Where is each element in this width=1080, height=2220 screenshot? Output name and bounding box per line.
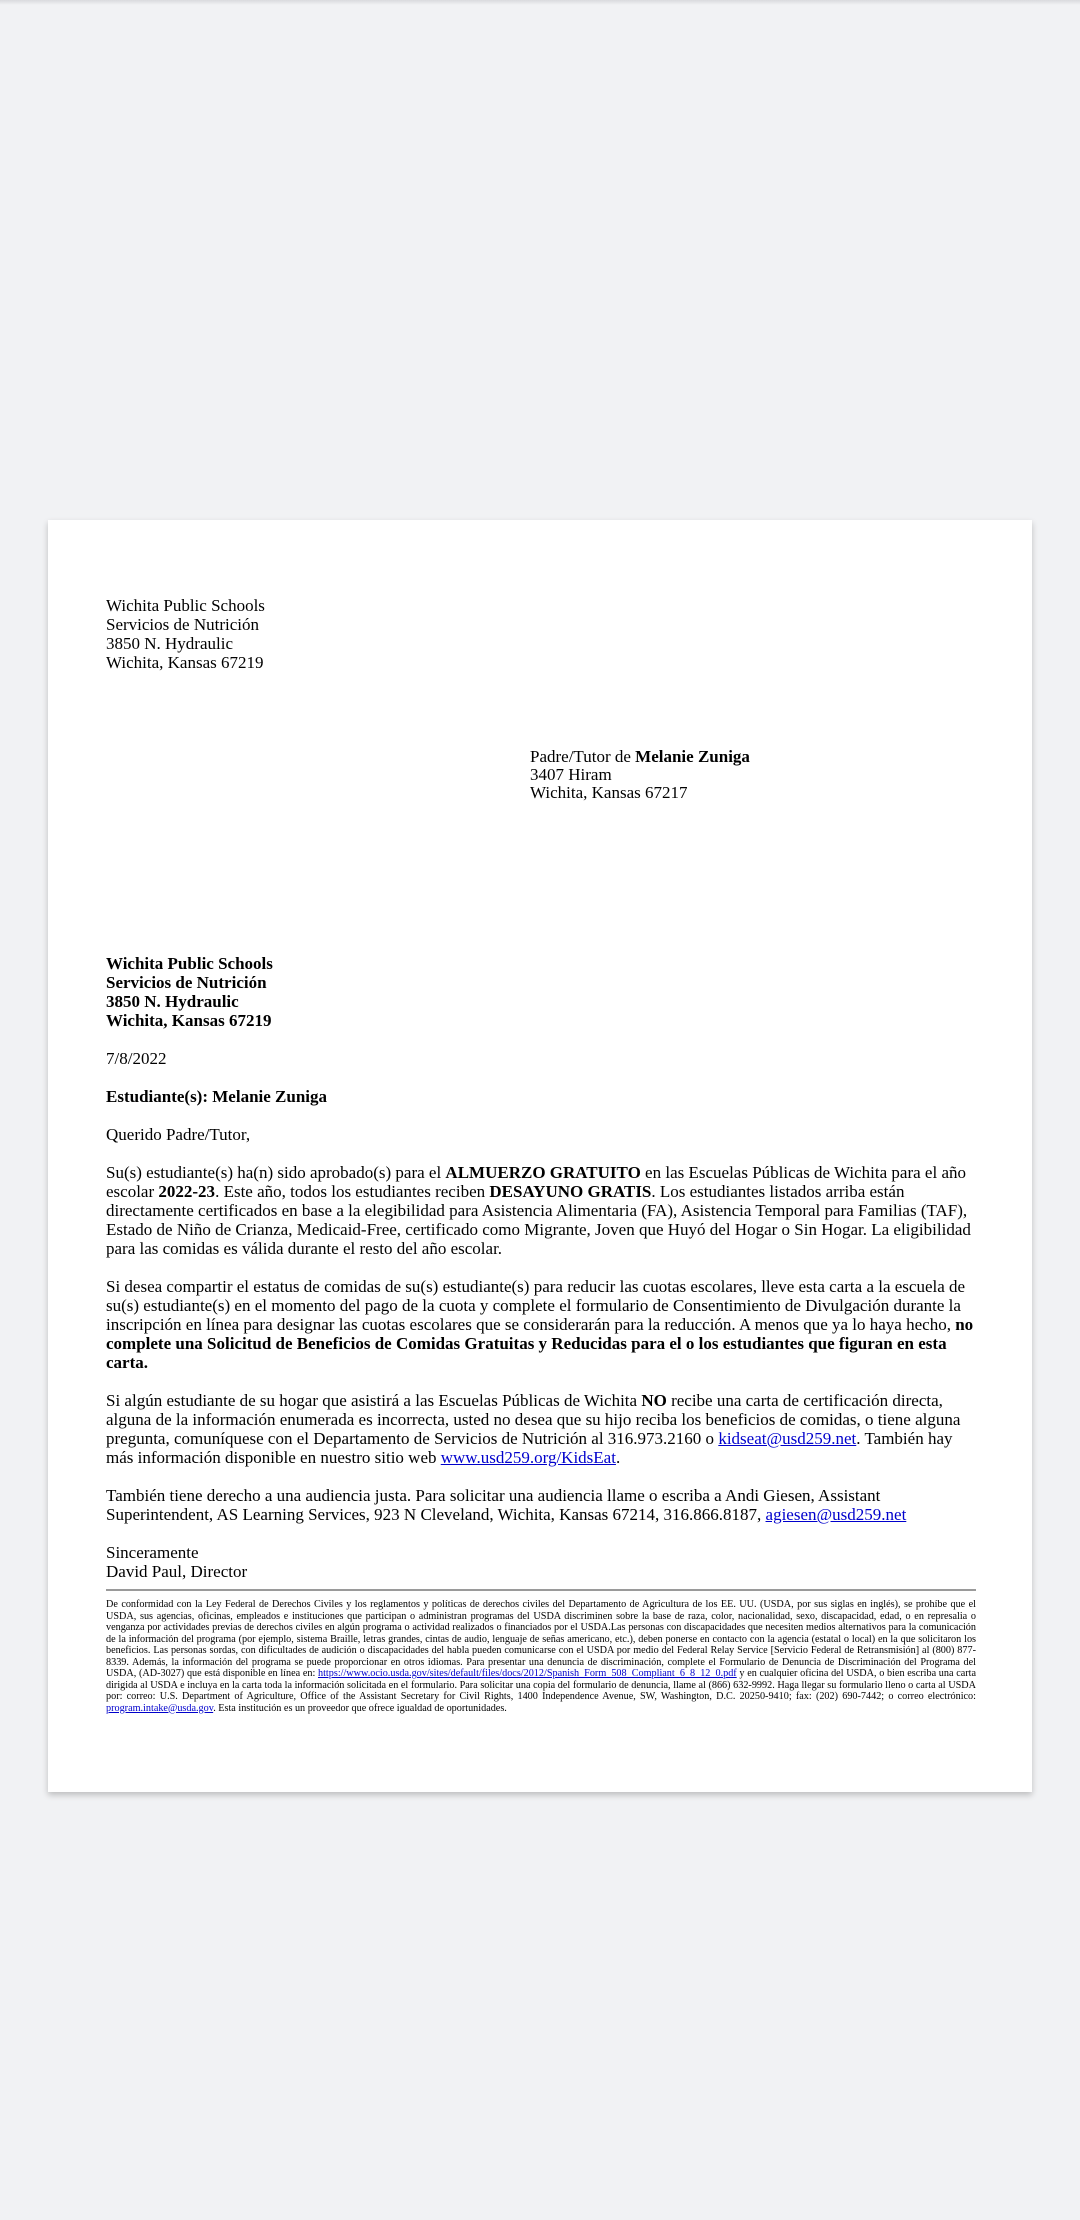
paragraph-fees: [106, 1277, 976, 1372]
header-address-line: 3850 N. Hydraulic: [106, 992, 239, 1011]
text-run: También tiene derecho a una audiencia justa. Para solicitar una audiencia llame o escriba a Andi Giesen, Assistant Superintendent, AS Learning Services, 923 N Cleveland, Wichita, Kansas 67214, 316.866.8187,: [106, 1486, 881, 1524]
sender-line: 3850 N. Hydraulic: [106, 634, 234, 653]
text-run: y en cualquier oficina del USDA, o bien escriba una carta dirigida al USDA e incluya en la carta toda la información solicitada en el formulario. Para solicitar una copia del formulario de denuncia, llame al (866) 632-9992. Haga llegar su formulario lleno o carta al USDA por: correo: U.S. Department of Agriculture, Office of the Assistant Secretary for Civil Rights, 1400 Independence Avenue, SW, Washington, D.C. 20250-9410; fax: (202) 690-7442; o correo electrónico:: [106, 1668, 976, 1702]
no-emphasis: NO: [641, 1391, 667, 1410]
text-run: .: [615, 1448, 621, 1467]
document-page: [48, 520, 1032, 1792]
viewer-top-shadow: [0, 0, 1080, 5]
student-label: Estudiante(s):: [106, 1087, 213, 1106]
text-run: . Los estudiantes listados arriba están directamente certificados en base a la elegibilidad para Asistencia Alimentaria (FA), Asistencia Temporal para Familias (TAF), Estado de Niño de Crianza, Medicaid-Free, certificado como Migrante, Joven que Huyó del Hogar o Sin Hogar. La eligibilidad para las comidas es válida durante el resto del año escolar.: [106, 1182, 971, 1258]
usda-email-link[interactable]: program.intake@usda.gov: [106, 1702, 214, 1714]
recipient-address: [530, 748, 750, 802]
greeting: Querido Padre/Tutor,: [106, 1125, 251, 1144]
signature-name: David Paul, Director: [106, 1562, 248, 1581]
paragraph-hearing: [106, 1486, 976, 1524]
text-run: recibe una carta de certificación directa, alguna de la información enumerada es incorrecta, usted no desea que su hijo reciba los beneficios de comidas, o tiene alguna pregunta, comuníquese con el Departamento de Servicios de Nutrición al 316.973.2160 o: [106, 1391, 961, 1448]
do-not-apply-emphasis: no complete una Solicitud de Beneficios de Comidas Gratuitas y Reducidas para el o los estudiantes que figuran en esta carta.: [106, 1315, 974, 1372]
sender-address: [106, 596, 976, 672]
free-breakfast-emphasis: DESAYUNO GRATIS: [489, 1182, 652, 1201]
letter-body: [106, 954, 976, 1714]
recipient-line: 3407 Hiram: [530, 765, 612, 784]
sender-line: Wichita, Kansas 67219: [106, 653, 264, 672]
kidseat-website-link[interactable]: www.usd259.org/KidsEat: [440, 1448, 616, 1467]
text-run: De conformidad con la Ley Federal de Derechos Civiles y los reglamentos y políticas de derechos civiles del Departamento de Agricultura de los EE. UU. (USDA, por sus siglas en inglés), se prohíbe que el USDA, sus agencias, oficinas, empleados e instituciones que participan o administran programas del USDA discriminen sobre la base de raza, color, nacionalidad, sexo, discapacidad, edad, o en represalia o venganza por actividades previas de derechos civiles en algún programa o actividad realizados o financiados por el USDA.Las personas con discapacidades que necesiten medios alternativos para la comunicación de la información del programa (por ejemplo, sistema Braille, letras grandes, cintas de audio, lenguaje de señas americano, etc.), deben ponerse en contacto con la agencia (estatal o local) en la que solicitaron los beneficios. Las personas sordas, con dificultades de audición o discapacidades del habla pueden comunicarse con el USDA por medio del Federal Relay Service [Servicio Federal de Retransmisión] al (800) 877-8339. Además, la información del programa se puede proporcionar en otros idiomas. Para presentar una denuncia de discriminación, complete el Formulario de Denuncia de Discriminación del Programa del USDA, (AD-3027) que está disponible en línea en:: [106, 1599, 976, 1679]
agiesen-email-link[interactable]: agiesen@usd259.net: [765, 1505, 907, 1524]
free-lunch-emphasis: ALMUERZO GRATUITO: [445, 1163, 641, 1182]
recipient-line: Wichita, Kansas 67217: [530, 783, 688, 802]
student-name: Melanie Zuniga: [212, 1087, 328, 1106]
closing-line: Sinceramente: [106, 1543, 199, 1562]
letter-date: 7/8/2022: [106, 1049, 167, 1068]
sender-line: Servicios de Nutrición: [106, 615, 259, 634]
kidseat-email-link[interactable]: kidseat@usd259.net: [718, 1429, 857, 1448]
text-run: . Este año, todos los estudiantes reciben: [215, 1182, 490, 1201]
sender-line: Wichita Public Schools: [106, 596, 265, 615]
paragraph-contact: [106, 1391, 976, 1467]
usda-form-link[interactable]: https://www.ocio.usda.gov/sites/default/files/docs/2012/Spanish_Form_508_Compliant_6_8_12_0.pdf: [318, 1668, 737, 1679]
header-address: [106, 954, 976, 1030]
footer-divider: [106, 1589, 976, 1591]
recipient-name: Melanie Zuniga: [635, 747, 750, 766]
text-run: . Esta institución es un proveedor que ofrece igualdad de oportunidades.: [213, 1702, 507, 1714]
student-line: [106, 1087, 976, 1106]
text-run: Su(s) estudiante(s) ha(n) sido aprobado(s) para el: [106, 1163, 446, 1182]
nondiscrimination-footer: [106, 1599, 976, 1714]
letter-content: [106, 596, 976, 1714]
header-address-line: Servicios de Nutrición: [106, 973, 267, 992]
paragraph-approval: [106, 1163, 976, 1258]
school-year-emphasis: 2022-23: [158, 1182, 216, 1201]
recipient-line: [530, 748, 750, 766]
closing: [106, 1543, 976, 1581]
recipient-prefix: Padre/Tutor de: [530, 747, 636, 766]
text-run: . También hay más información disponible en nuestro sitio web: [106, 1429, 953, 1467]
text-run: en las Escuelas Públicas de Wichita para el año escolar: [106, 1163, 966, 1201]
header-address-line: Wichita, Kansas 67219: [106, 1011, 272, 1030]
text-run: Si algún estudiante de su hogar que asistirá a las Escuelas Públicas de Wichita: [106, 1391, 642, 1410]
header-address-line: Wichita Public Schools: [106, 954, 273, 973]
text-run: Si desea compartir el estatus de comidas de su(s) estudiante(s) para reducir las cuotas escolares, lleve esta carta a la escuela de su(s) estudiante(s) en el momento del pago de la cuota y complete el formulario de Consentimiento de Divulgación durante la inscripción en línea para designar las cuotas escolares que se considerarán para la reducción. A menos que ya lo haya hecho,: [106, 1277, 966, 1334]
